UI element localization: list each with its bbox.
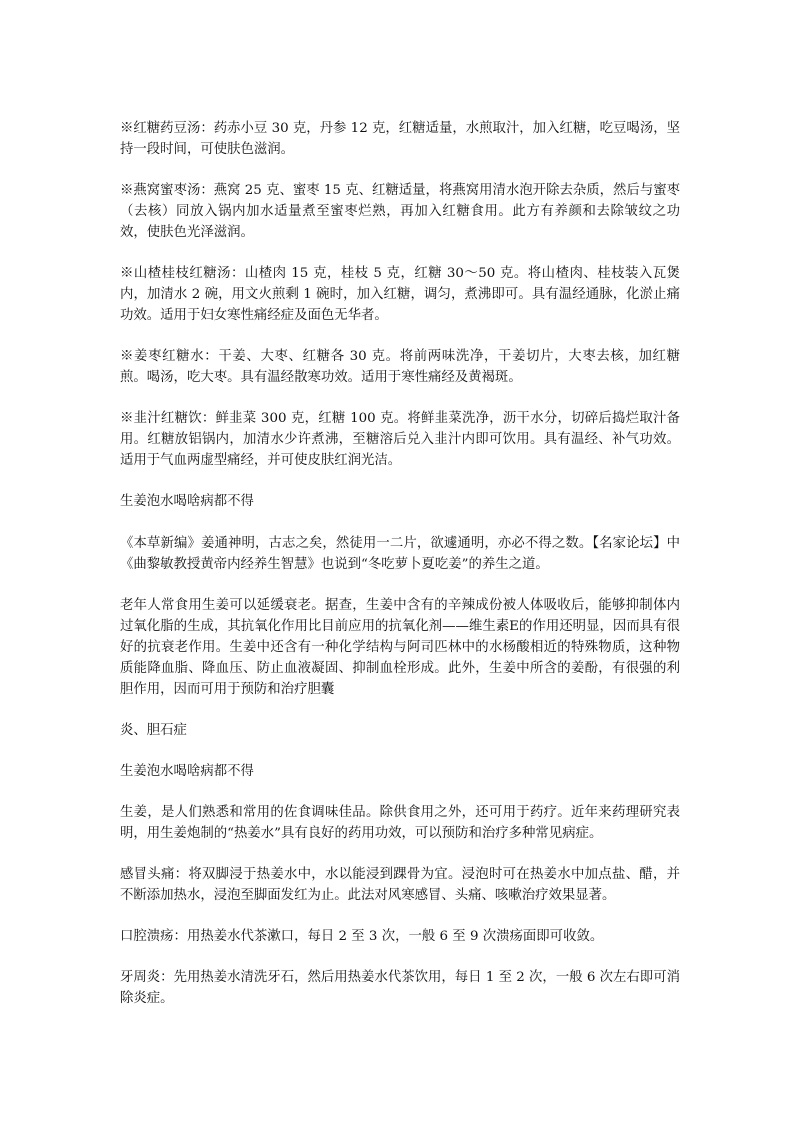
paragraph-mouth-ulcer: 口腔溃疡：用热姜水代茶漱口，每日 2 至 3 次，一般 6 至 9 次溃疡面即可收敛。	[120, 929, 604, 944]
paragraph-ginger-date-water: ※姜枣红糖水：干姜、大枣、红糖各 30 克。将前两味洗净，干姜切片，大枣去核，加红糖煎。喝汤，吃大枣。具有温经散寒功效。适用于寒性痛经及黄褐斑。	[120, 349, 680, 385]
paragraph-periodontitis: 牙周炎：先用热姜水清洗牙石，然后用热姜水代茶饮用，每日 1 至 2 次，一般 6 次左右即可消除炎症。	[120, 970, 680, 1006]
paragraph-hawthorn-cinnamon-soup: ※山楂桂枝红糖汤：山楂肉 15 克，桂枝 5 克，红糖 30～50 克。将山楂肉、桂枝装入瓦煲内，加清水 2 碗，用文火煎剩 1 碗时，加入红糖，调匀，煮沸即可。具有温经通脉，化淤止痛功效。适用于妇女寒性痛经症及面色无华者。	[120, 266, 680, 323]
section-heading-ginger-water: 生姜泡水喝啥病都不得	[120, 494, 254, 509]
paragraph-brown-sugar-bean-soup: ※红糖药豆汤：药赤小豆 30 克，丹参 12 克，红糖适量，水煎取汁，加入红糖，吃豆喝汤，坚持一段时间，可使肤色滋润。	[120, 121, 680, 157]
paragraph-bencao-quote: 《本草新编》姜通神明，古志之矣，然徒用一二片，欲遽通明，亦必不得之数。【名家论坛】中《曲黎敏教授黄帝内经养生智慧》也说到“冬吃萝卜夏吃姜”的养生之道。	[120, 536, 680, 572]
paragraph-gallstone: 炎、胆石症	[120, 723, 187, 738]
paragraph-leek-juice-drink: ※韭汁红糖饮：鲜韭菜 300 克，红糖 100 克。将鲜韭菜洗净，沥干水分，切碎后捣烂取汁备用。红糖放铝锅内，加清水少许煮沸，至糖溶后兑入韭汁内即可饮用。具有温经、补气功效。适用于气血两虚型痛经，并可使皮肤红润光洁。	[120, 411, 680, 468]
paragraph-anti-aging: 老年人常食用生姜可以延缓衰老。据查，生姜中含有的辛辣成份被人体吸收后，能够抑制体内过氧化脂的生成，其抗氧化作用比目前应用的抗氧化剂——维生素E的作用还明显，因而具有很好的抗衰老作用。生姜中还含有一种化学结构与阿司匹林中的水杨酸相近的特殊物质，这种物质能降血脂、降血压、防止血液凝固、抑制血栓形成。此外，生姜中所含的姜酚，有很强的利胆作用，因而可用于预防和治疗胆囊	[120, 598, 680, 697]
section-heading-ginger-water-2: 生姜泡水喝啥病都不得	[120, 764, 254, 779]
paragraph-ginger-intro: 生姜，是人们熟悉和常用的佐食调味佳品。除供食用之外，还可用于药疗。近年来药理研究表明，用生姜炮制的“热姜水”具有良好的药用功效，可以预防和治疗多种常见病症。	[120, 805, 680, 841]
paragraph-cold-headache: 感冒头痛：将双脚浸于热姜水中，水以能浸到踝骨为宜。浸泡时可在热姜水中加点盐、醋，并不断添加热水，浸泡至脚面发红为止。此法对风寒感冒、头痛、咳嗽治疗效果显著。	[120, 867, 680, 903]
paragraph-birds-nest-date-soup: ※燕窝蜜枣汤：燕窝 25 克、蜜枣 15 克、红糖适量，将燕窝用清水泡开除去杂质，然后与蜜枣（去核）同放入锅内加水适量煮至蜜枣烂熟，再加入红糖食用。此方有养颜和去除皱纹之功效，使肤色光泽滋润。	[120, 183, 680, 240]
document-body	[120, 118, 680, 1009]
